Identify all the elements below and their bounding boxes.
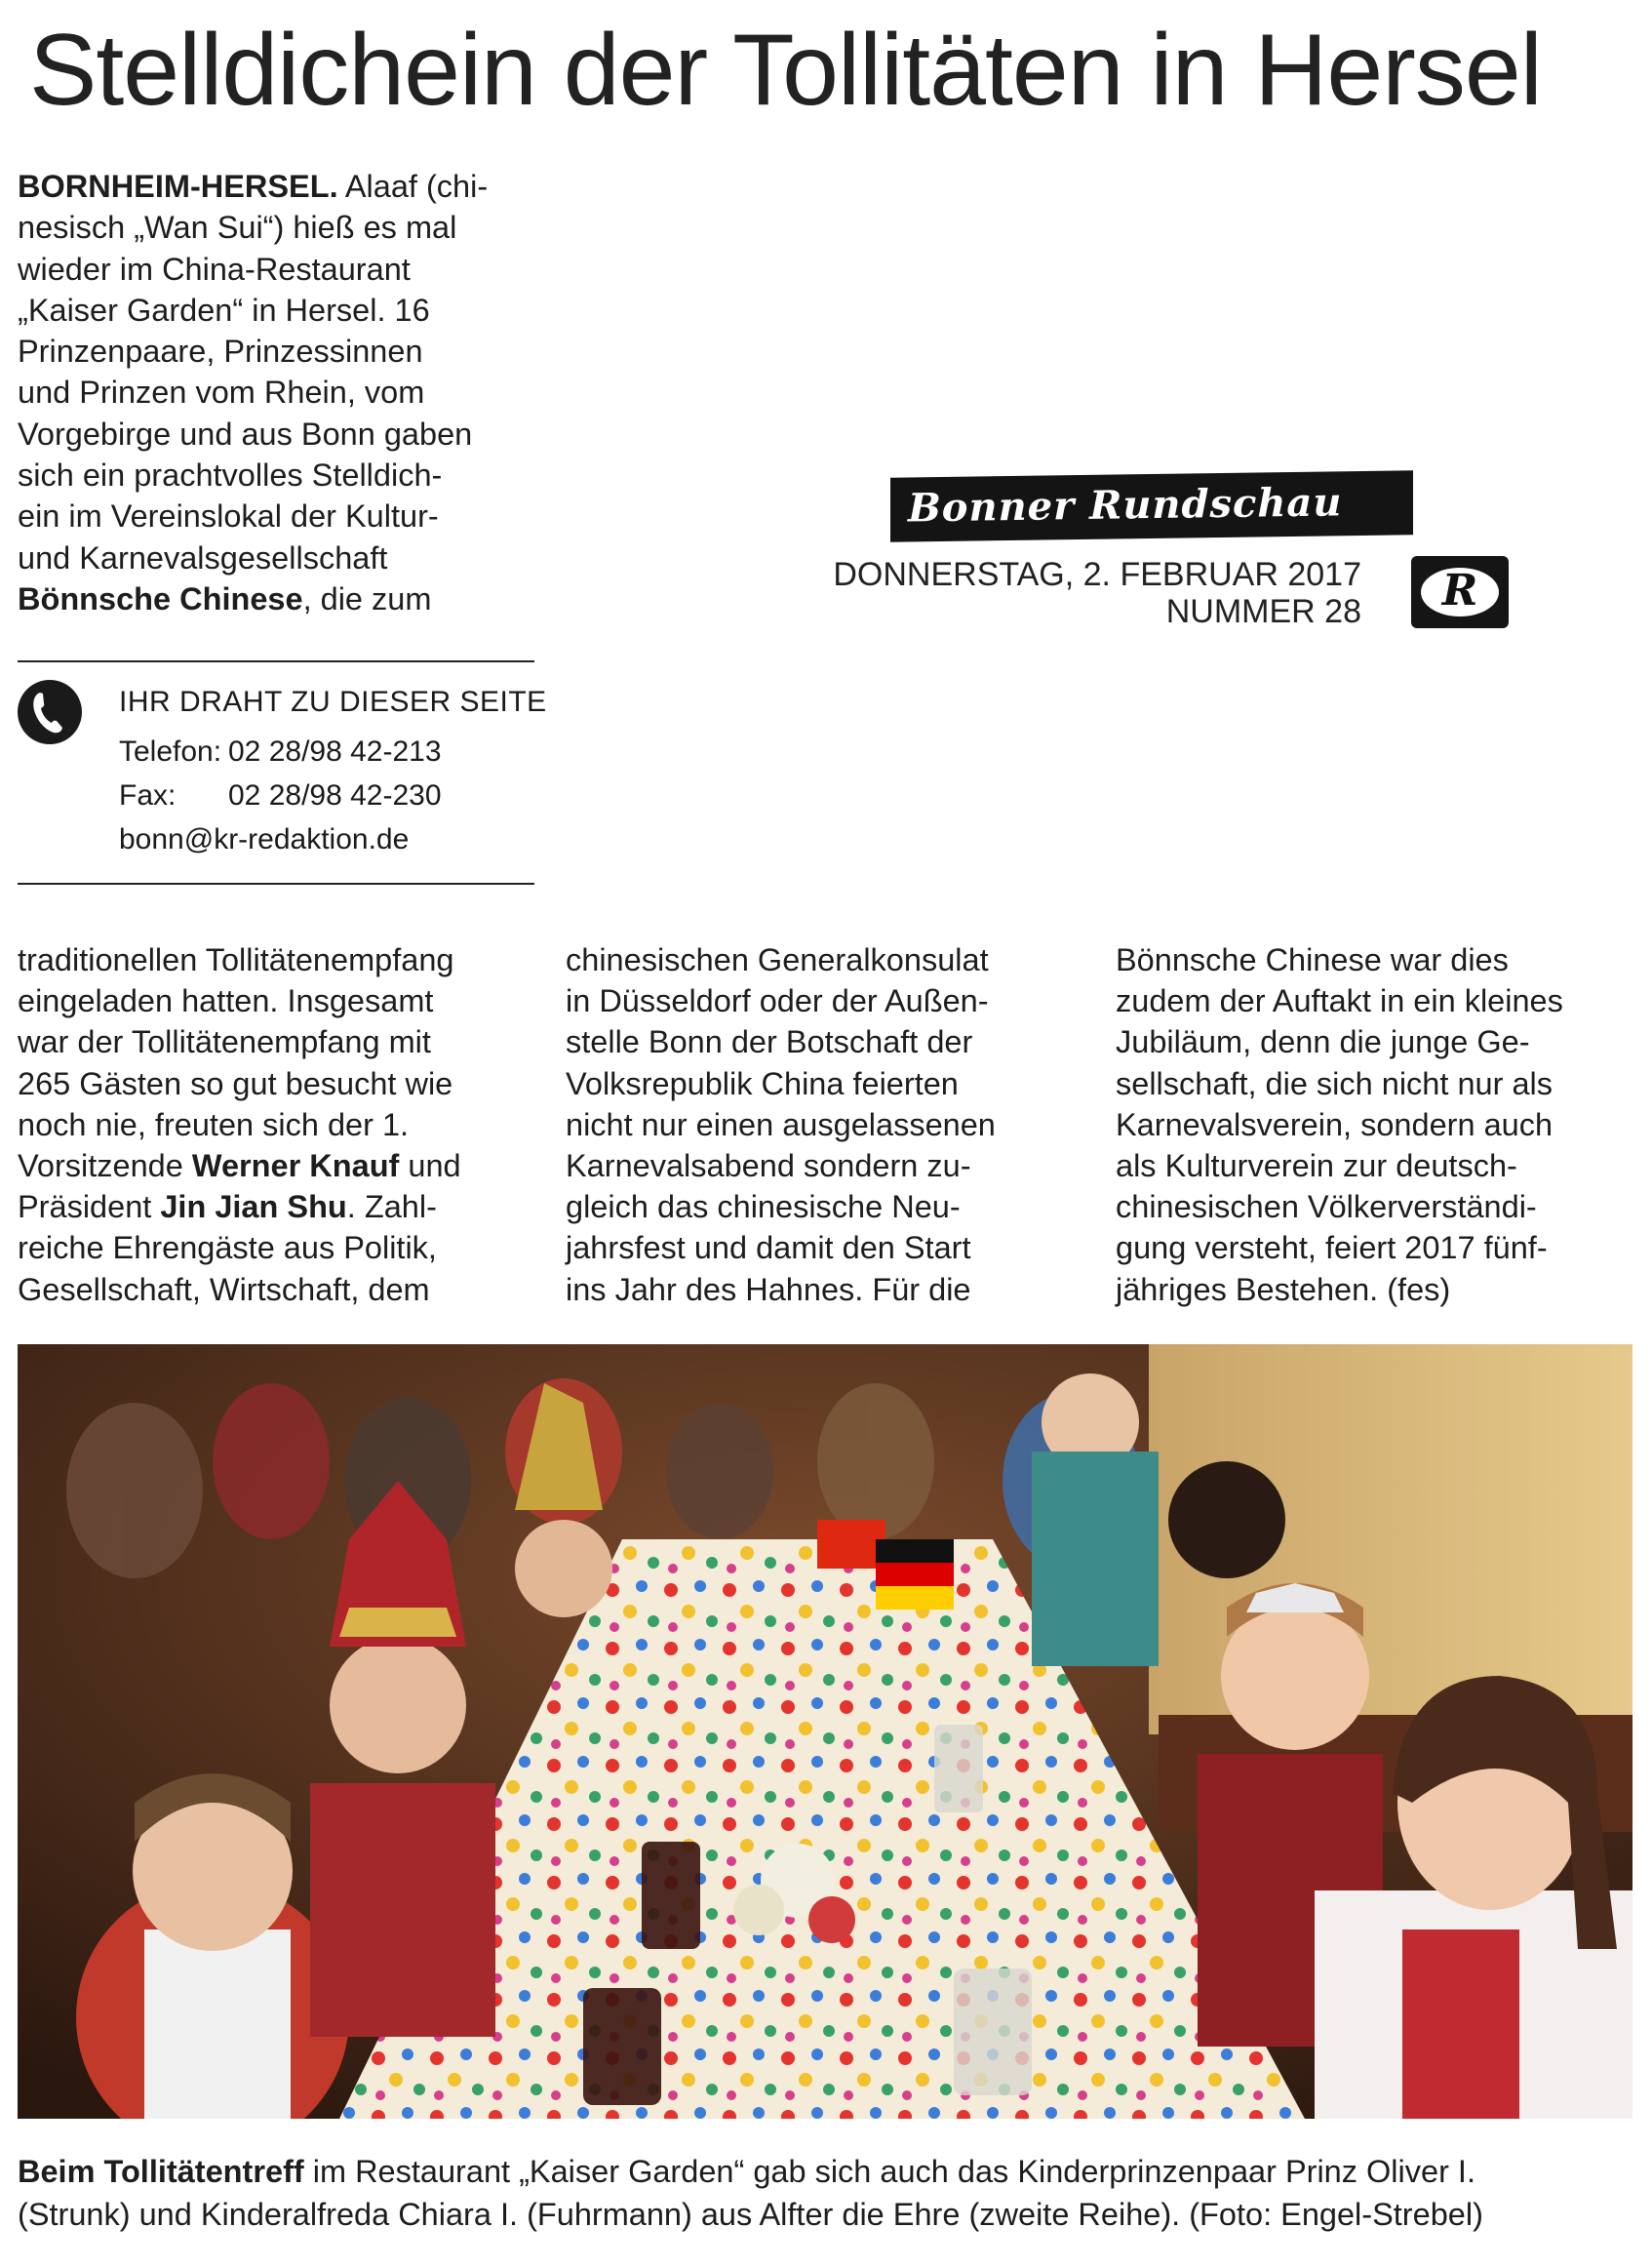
caption-line: (Strunk) und Kinderalfreda Chiara I. (Fuhrmann) aus Alfter die Ehre (zweite Reihe). (Foto: Engel-Strebel) bbox=[18, 2197, 1483, 2232]
divider bbox=[18, 660, 534, 662]
body-line: Jubiläum, denn die junge Ge- bbox=[1116, 1024, 1530, 1060]
body-line: chinesischen Generalkonsulat bbox=[566, 942, 989, 977]
body-text: . Zahl- bbox=[346, 1189, 437, 1225]
body-line: als Kulturverein zur deutsch- bbox=[1116, 1148, 1517, 1184]
body-line: nicht nur einen ausgelassenen bbox=[566, 1106, 996, 1142]
body-line: Karnevalsverein, sondern auch bbox=[1116, 1106, 1554, 1142]
fax-number: 02 28/98 42-230 bbox=[228, 779, 442, 812]
issue-number: NUMMER 28 bbox=[1165, 593, 1361, 630]
body-line: eingeladen hatten. Insgesamt bbox=[18, 983, 434, 1019]
caption-text: im Restaurant „Kaiser Garden“ gab sich auch das Kinderprinzenpaar Prinz Oliver I. bbox=[303, 2154, 1475, 2189]
article-photo bbox=[18, 1344, 1632, 2119]
body-line: Volksrepublik China feierten bbox=[566, 1065, 959, 1101]
contact-title: IHR DRAHT ZU DIESER SEITE bbox=[119, 686, 547, 718]
person-name: Jin Jian Shu bbox=[160, 1189, 347, 1225]
article-column-3 bbox=[1116, 939, 1642, 1310]
body-line: reiche Ehrengäste aus Politik, bbox=[18, 1230, 437, 1266]
phone-number: 02 28/98 42-213 bbox=[228, 736, 442, 768]
phone-icon bbox=[18, 680, 82, 744]
person-name: Werner Knauf bbox=[191, 1148, 400, 1184]
body-line: zudem der Auftakt in ein kleines bbox=[1116, 983, 1563, 1019]
dateline-location: BORNHEIM-HERSEL. bbox=[18, 169, 338, 204]
lead-line: ein im Vereinslokal der Kultur- bbox=[18, 498, 439, 535]
article-lead bbox=[18, 166, 534, 619]
lead-line: und Prinzen vom Rhein, vom bbox=[18, 375, 425, 411]
lead-line: „Kaiser Garden“ in Hersel. 16 bbox=[18, 292, 430, 328]
body-line: sellschaft, die sich nicht nur als bbox=[1116, 1065, 1553, 1101]
photo-caption bbox=[18, 2150, 1636, 2236]
lead-text: , die zum bbox=[302, 580, 432, 616]
article-column-2 bbox=[566, 939, 1092, 1310]
logo-letter: R bbox=[1441, 566, 1478, 616]
newspaper-masthead bbox=[890, 470, 1413, 541]
contact-phone bbox=[119, 736, 442, 769]
body-line: jahrsfest und damit den Start bbox=[566, 1230, 971, 1266]
body-line: 265 Gästen so gut besucht wie bbox=[18, 1065, 453, 1101]
contact-email: bonn@kr-redaktion.de bbox=[119, 823, 410, 855]
photo-illustration bbox=[18, 1344, 1632, 2119]
newspaper-name: Bonner Rundschau bbox=[908, 479, 1343, 532]
body-line: stelle Bonn der Botschaft der bbox=[566, 1024, 973, 1060]
body-line: noch nie, freuten sich der 1. bbox=[18, 1106, 410, 1142]
body-line: gleich das chinesische Neu- bbox=[566, 1189, 961, 1225]
body-line: Bönnsche Chinese war dies bbox=[1116, 942, 1509, 977]
body-line: gung versteht, feiert 2017 fünf- bbox=[1116, 1230, 1548, 1266]
body-text: Vorsitzende bbox=[18, 1148, 192, 1184]
rundschau-logo bbox=[1411, 556, 1509, 628]
lead-line: Vorgebirge und aus Bonn gaben bbox=[18, 416, 473, 452]
body-line: Gesellschaft, Wirtschaft, dem bbox=[18, 1271, 430, 1307]
caption-lead: Beim Tollitätentreff bbox=[18, 2154, 304, 2189]
issue-date: DONNERSTAG, 2. FEBRUAR 2017 bbox=[833, 556, 1361, 593]
article-column-1 bbox=[18, 939, 534, 1310]
divider bbox=[18, 883, 534, 885]
lead-text: Alaaf (chi- bbox=[337, 169, 489, 204]
lead-line: nesisch „Wan Sui“) hieß es mal bbox=[18, 210, 457, 246]
phone-label: Telefon: bbox=[119, 736, 222, 768]
issue-info bbox=[741, 556, 1361, 630]
body-line: ins Jahr des Hahnes. Für die bbox=[566, 1271, 971, 1307]
body-line: war der Tollitätenempfang mit bbox=[18, 1024, 431, 1060]
society-name: Bönnsche Chinese bbox=[18, 580, 303, 616]
body-line: Karnevalsabend sondern zu- bbox=[566, 1148, 971, 1184]
lead-line: sich ein prachtvolles Stelldich- bbox=[18, 457, 443, 494]
fax-label: Fax: bbox=[119, 779, 177, 812]
body-line: traditionellen Tollitätenempfang bbox=[18, 942, 454, 977]
body-line: in Düsseldorf oder der Außen- bbox=[566, 983, 989, 1019]
body-text: und bbox=[399, 1148, 461, 1184]
lead-line: Prinzenpaare, Prinzessinnen bbox=[18, 334, 423, 370]
lead-line: und Karnevalsgesellschaft bbox=[18, 539, 388, 576]
contact-fax bbox=[119, 779, 442, 813]
contact-box bbox=[18, 660, 547, 885]
body-line: chinesischen Völkerverständi- bbox=[1116, 1189, 1537, 1225]
lead-line: wieder im China-Restaurant bbox=[18, 251, 411, 287]
article-headline: Stelldichein der Tollitäten in Hersel bbox=[29, 14, 1542, 127]
body-line: jähriges Bestehen. (fes) bbox=[1116, 1271, 1451, 1307]
body-text: Präsident bbox=[18, 1189, 161, 1225]
